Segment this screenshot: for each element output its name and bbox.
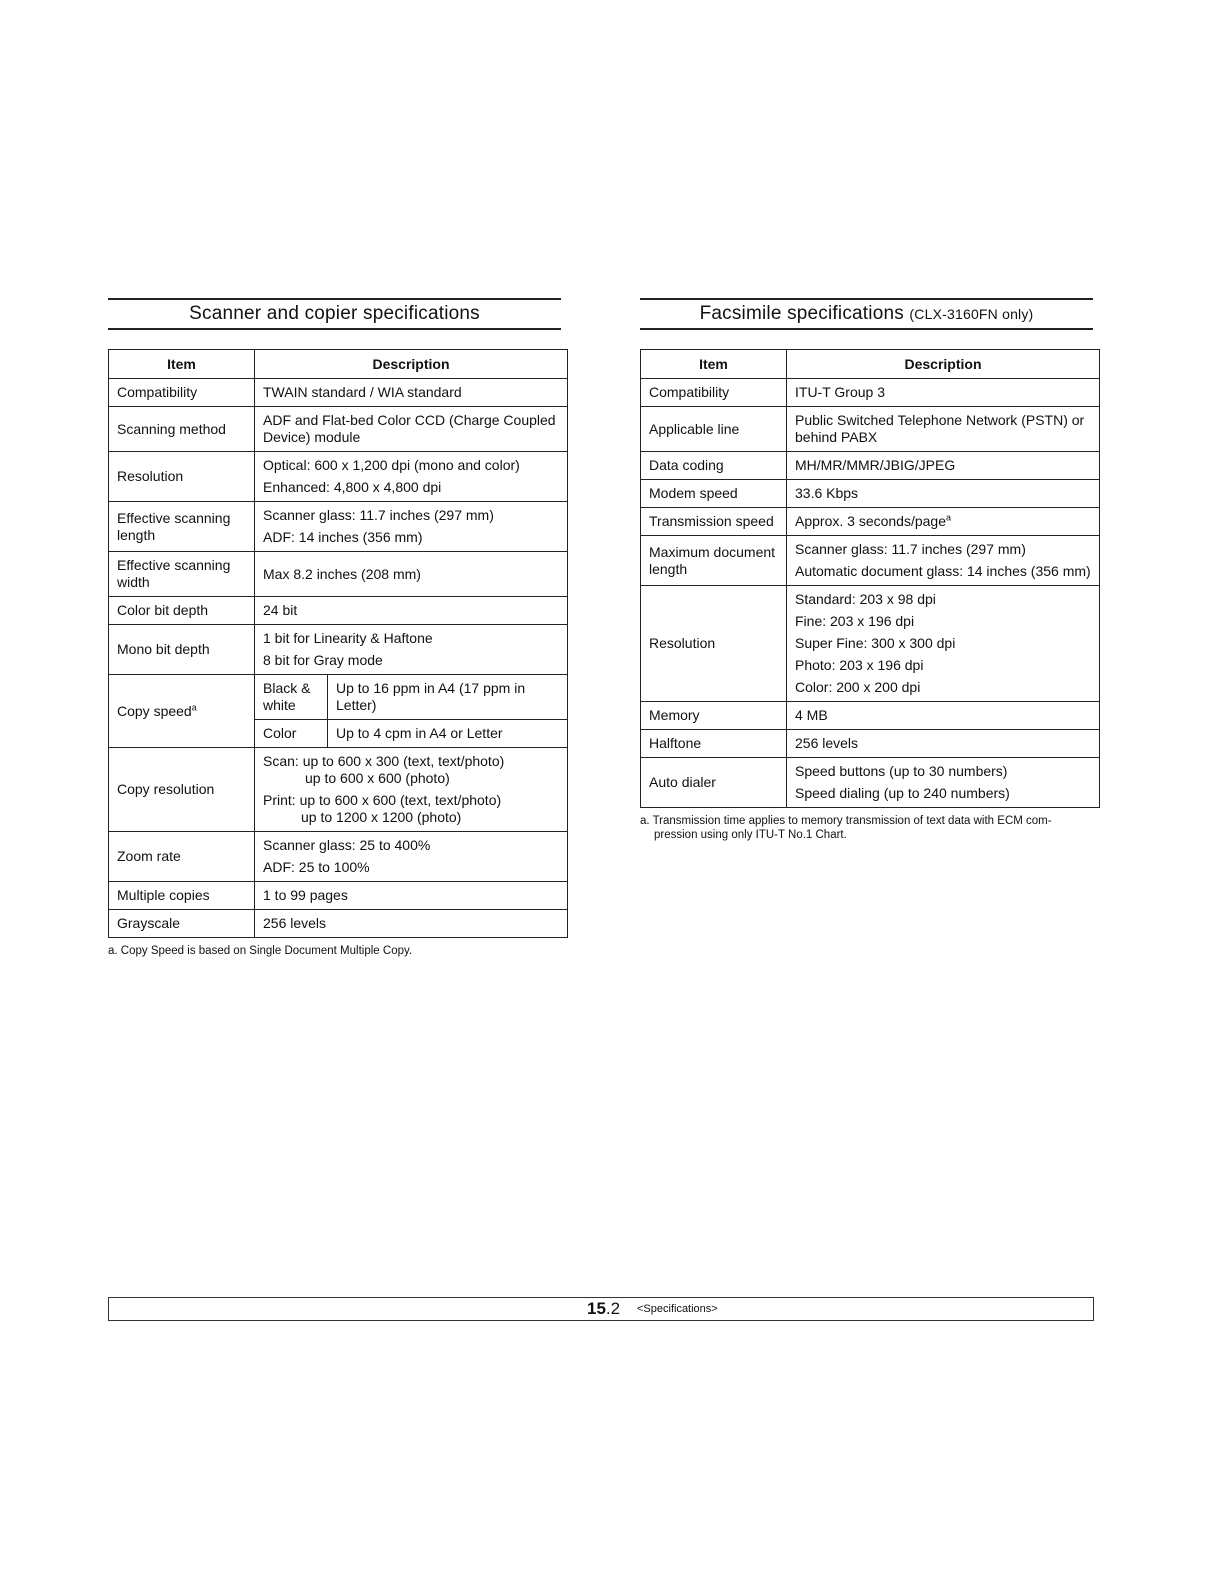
table-row xyxy=(641,452,1100,480)
desc-line: Super Fine: 300 x 300 dpi xyxy=(795,635,956,651)
row-desc xyxy=(255,625,568,675)
chapter-label: <Specifications> xyxy=(637,1303,718,1315)
table-row xyxy=(109,379,568,407)
row-desc: 1 to 99 pages xyxy=(255,882,568,910)
header-item: Item xyxy=(641,350,787,379)
row-item: Color bit depth xyxy=(109,597,255,625)
scanner-footnote: a. Copy Speed is based on Single Document Multiple Copy. xyxy=(108,945,413,957)
fax-title xyxy=(640,298,1093,330)
desc-line: Speed dialing (up to 240 numbers) xyxy=(795,785,1010,801)
desc-line: 8 bit for Gray mode xyxy=(263,652,383,668)
table-row xyxy=(109,832,568,882)
desc-line: ADF: 25 to 100% xyxy=(263,859,370,875)
row-desc: 33.6 Kbps xyxy=(787,480,1100,508)
row-desc: Up to 4 cpm in A4 or Letter xyxy=(328,720,568,748)
desc-line xyxy=(263,753,559,787)
row-desc: Up to 16 ppm in A4 (17 ppm in Letter) xyxy=(328,675,568,720)
table-row xyxy=(109,452,568,502)
desc-line: Automatic document glass: 14 inches (356 mm) xyxy=(795,563,1091,579)
table-row xyxy=(109,502,568,552)
table-row xyxy=(109,625,568,675)
row-item: Compatibility xyxy=(109,379,255,407)
desc-line: Scanner glass: 11.7 inches (297 mm) xyxy=(795,541,1026,557)
row-desc: 24 bit xyxy=(255,597,568,625)
row-item: Applicable line xyxy=(641,407,787,452)
row-item: Effective scanning width xyxy=(109,552,255,597)
row-item: Modem speed xyxy=(641,480,787,508)
row-item: Halftone xyxy=(641,730,787,758)
table-header-row xyxy=(109,350,568,379)
row-desc: ADF and Flat-bed Color CCD (Charge Coupled Device) module xyxy=(255,407,568,452)
row-desc xyxy=(255,452,568,502)
page-footer xyxy=(108,1297,1094,1321)
table-header-row xyxy=(641,350,1100,379)
row-item: Resolution xyxy=(641,586,787,702)
fax-footnote-line1: a. Transmission time applies to memory transmission of text data with ECM com- xyxy=(640,815,1052,827)
row-desc: 4 MB xyxy=(787,702,1100,730)
row-desc xyxy=(255,502,568,552)
table-row xyxy=(641,730,1100,758)
row-desc: TWAIN standard / WIA standard xyxy=(255,379,568,407)
row-desc xyxy=(787,586,1100,702)
desc-line: Speed buttons (up to 30 numbers) xyxy=(795,763,1008,779)
row-sublabel: Color xyxy=(255,720,328,748)
table-row xyxy=(641,407,1100,452)
desc-subline: Print: up to 600 x 600 (text, text/photo) xyxy=(263,792,502,808)
row-item: Scanning method xyxy=(109,407,255,452)
desc-line xyxy=(263,792,559,826)
fax-footnote-line2: pression using only ITU-T No.1 Chart. xyxy=(654,829,847,841)
row-desc: Max 8.2 inches (208 mm) xyxy=(255,552,568,597)
desc-line: Enhanced: 4,800 x 4,800 dpi xyxy=(263,479,442,495)
row-item: Grayscale xyxy=(109,910,255,938)
row-item: Auto dialer xyxy=(641,758,787,808)
table-row xyxy=(641,758,1100,808)
fax-title-main: Facsimile specifications xyxy=(699,303,904,324)
table-row xyxy=(641,536,1100,586)
desc-line: Fine: 203 x 196 dpi xyxy=(795,613,915,629)
desc-line: Scanner glass: 11.7 inches (297 mm) xyxy=(263,507,494,523)
copy-speed-label: Copy speed xyxy=(117,702,192,719)
desc-line: Optical: 600 x 1,200 dpi (mono and color) xyxy=(263,457,520,473)
row-item: Mono bit depth xyxy=(109,625,255,675)
desc-line: Color: 200 x 200 dpi xyxy=(795,679,921,695)
row-desc: ITU-T Group 3 xyxy=(787,379,1100,407)
desc-line: ADF: 14 inches (356 mm) xyxy=(263,529,423,545)
table-row xyxy=(109,910,568,938)
page-number xyxy=(587,1299,620,1319)
row-item: Transmission speed xyxy=(641,508,787,536)
row-item: Resolution xyxy=(109,452,255,502)
row-desc: 256 levels xyxy=(787,730,1100,758)
table-row xyxy=(109,748,568,832)
table-row xyxy=(641,480,1100,508)
row-desc: Public Switched Telephone Network (PSTN) or behind PABX xyxy=(787,407,1100,452)
desc-line: Scanner glass: 25 to 400% xyxy=(263,837,431,853)
row-desc xyxy=(787,758,1100,808)
desc-line: Standard: 203 x 98 dpi xyxy=(795,591,936,607)
footnote-ref: a xyxy=(946,512,952,523)
row-item: Compatibility xyxy=(641,379,787,407)
table-row xyxy=(109,407,568,452)
desc-line: 1 bit for Linearity & Haftone xyxy=(263,630,433,646)
row-item: Zoom rate xyxy=(109,832,255,882)
header-item: Item xyxy=(109,350,255,379)
row-item: Maximum document length xyxy=(641,536,787,586)
table-row xyxy=(109,882,568,910)
row-desc: 256 levels xyxy=(255,910,568,938)
desc-subline: up to 1200 x 1200 (photo) xyxy=(301,809,462,825)
row-desc xyxy=(787,508,1100,536)
row-item: Data coding xyxy=(641,452,787,480)
desc-line: Photo: 203 x 196 dpi xyxy=(795,657,924,673)
row-item xyxy=(109,675,255,748)
scanner-section xyxy=(108,298,568,958)
row-item: Copy resolution xyxy=(109,748,255,832)
table-row xyxy=(641,586,1100,702)
page-number-major: 15 xyxy=(587,1299,606,1318)
fax-spec-table xyxy=(640,349,1100,808)
row-item: Memory xyxy=(641,702,787,730)
scanner-spec-table xyxy=(108,349,568,938)
table-row xyxy=(109,597,568,625)
desc-subline: up to 600 x 600 (photo) xyxy=(305,770,450,786)
row-desc: MH/MR/MMR/JBIG/JPEG xyxy=(787,452,1100,480)
table-row xyxy=(109,552,568,597)
row-desc xyxy=(787,536,1100,586)
footnote-ref: a xyxy=(191,701,197,712)
row-item: Multiple copies xyxy=(109,882,255,910)
scanner-title: Scanner and copier specifications xyxy=(108,298,561,330)
table-row xyxy=(641,508,1100,536)
fax-footnote xyxy=(640,814,1100,842)
header-description: Description xyxy=(787,350,1100,379)
header-description: Description xyxy=(255,350,568,379)
transmission-desc: Approx. 3 seconds/page xyxy=(795,513,946,529)
table-row xyxy=(109,675,568,720)
desc-subline: Scan: up to 600 x 300 (text, text/photo) xyxy=(263,753,505,769)
row-desc xyxy=(255,832,568,882)
table-row xyxy=(641,379,1100,407)
page-number-minor: .2 xyxy=(605,1299,621,1318)
fax-title-sub: (CLX-3160FN only) xyxy=(909,306,1034,322)
table-row xyxy=(641,702,1100,730)
row-item: Effective scanning length xyxy=(109,502,255,552)
row-desc xyxy=(255,748,568,832)
row-sublabel: Black & white xyxy=(255,675,328,720)
fax-section xyxy=(640,298,1100,842)
